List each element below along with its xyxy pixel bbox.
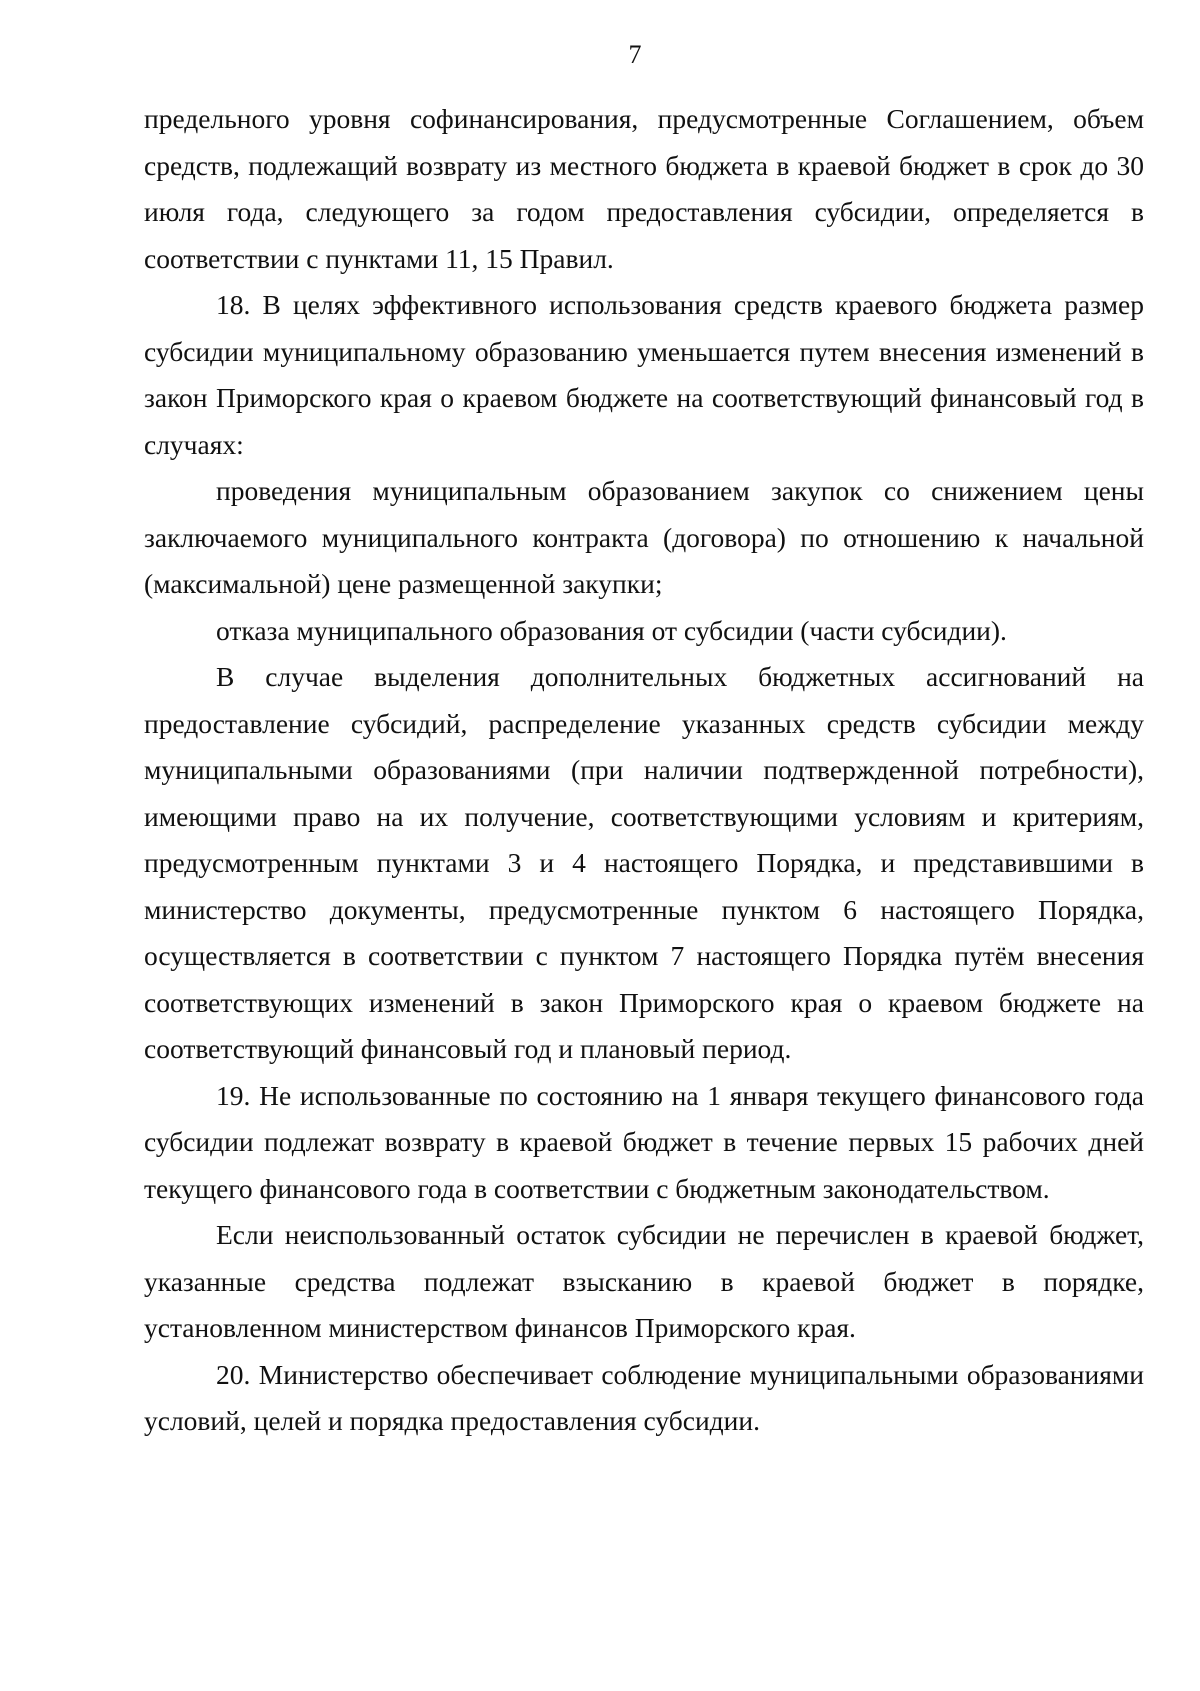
page-number: 7 bbox=[628, 40, 642, 69]
paragraph-item-19: 19. Не использованные по состоянию на 1 января текущего финансового года субсидии подлежат возврату в краевой бюджет в течение первых 15 рабочих дней текущего финансового года в соответствии с бюджетным законодательством. bbox=[144, 1079, 1144, 1204]
paragraph-purchase-price-reduction: проведения муниципальным образованием закупок со снижением цены заключаемого муниципального контракта (договора) по отношению к начальной (максимальной) цене размещенной закупки; bbox=[144, 475, 1144, 599]
paragraph-unspent-balance: Если неиспользованный остаток субсидии не перечислен в краевой бюджет, указанные средства подлежат взысканию в краевой бюджет в порядке, установленном министерством финансов Приморского края. bbox=[144, 1219, 1144, 1343]
paragraph-continuation: предельного уровня софинансирования, предусмотренные Соглашением, объем средств, подлежащий возврату из местного бюджета в краевой бюджет в срок до 30 июля года, следующего за годом предоставления субсидии, определяется в соответствии с пунктами 11, 15 Правил. bbox=[144, 103, 1144, 274]
document-body bbox=[144, 96, 1144, 1445]
paragraph-additional-allocations: В случае выделения дополнительных бюджетных ассигнований на предоставление субсидий, распределение указанных средств субсидии между муниципальными образованиями (при наличии подтвержденной потребности), имеющими право на их получение, соответствующими условиям и критериям, предусмотренным пунктами 3 и 4 настоящего Порядка, и представившими в министерство документы, предусмотренные пунктом 6 настоящего Порядка, осуществляется в соответствии с пунктом 7 настоящего Порядка путём внесения соответствующих изменений в закон Приморского края о краевом бюджете на соответствующий финансовый год и плановый период. bbox=[144, 661, 1144, 1064]
paragraph-subsidy-refusal: отказа муниципального образования от субсидии (части субсидии). bbox=[216, 614, 1007, 646]
paragraph-item-18: 18. В целях эффективного использования средств краевого бюджета размер субсидии муниципальному образованию уменьшается путем внесения изменений в закон Приморского края о краевом бюджете на соответствующий финансовый год в случаях: bbox=[144, 289, 1144, 460]
paragraph-item-20: 20. Министерство обеспечивает соблюдение муниципальными образованиями условий, целей и порядка предоставления субсидии. bbox=[144, 1358, 1144, 1436]
